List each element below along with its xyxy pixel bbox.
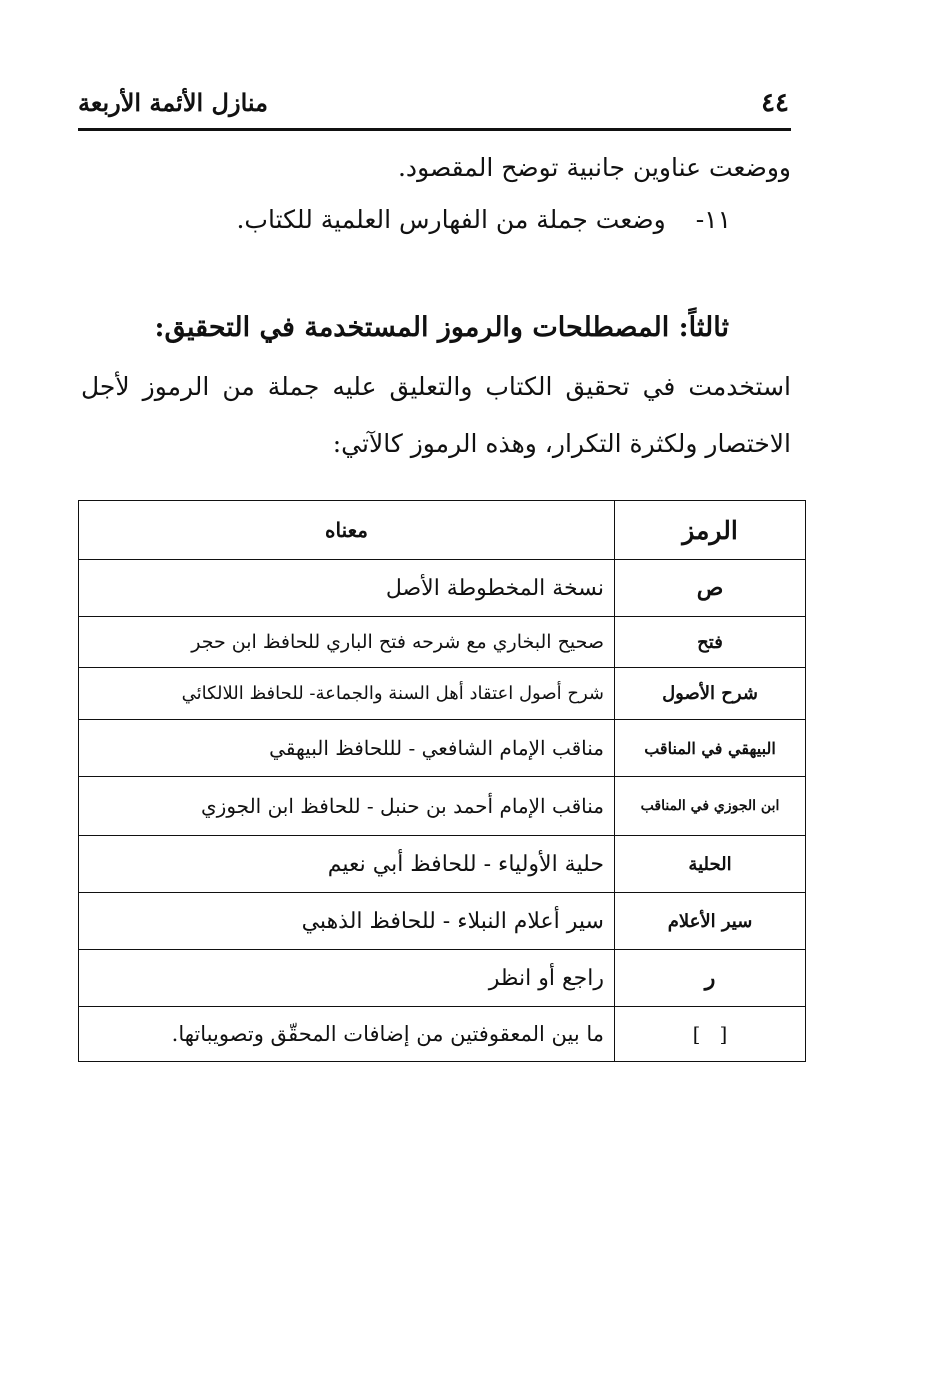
list-item-number: ١١- [695,205,731,234]
list-item-text: وضعت جملة من الفهارس العلمية للكتاب. [236,205,666,234]
table-row [79,777,806,836]
table-row [79,560,806,617]
table-row [79,1007,806,1062]
symbol-cell: ص [615,560,806,617]
meaning-cell: راجع أو انظر [79,950,615,1007]
intro-line-1: استخدمت في تحقيق الكتاب والتعليق عليه جملة من الرموز لأجل [81,372,791,401]
meaning-cell: شرح أصول اعتقاد أهل السنة والجماعة- للحافظ اللالكائي [79,668,615,720]
table-row [79,617,806,668]
list-item-11 [236,200,731,240]
meaning-cell: مناقب الإمام الشافعي - لللحافظ البيهقي [79,720,615,777]
column-header-symbol: الرمز [615,501,806,560]
section-heading: ثالثاً: المصطلحات والرموز المستخدمة في التحقيق: [154,312,729,343]
symbol-cell: فتح [615,617,806,668]
meaning-cell: مناقب الإمام أحمد بن حنبل - للحافظ ابن الجوزي [79,777,615,836]
intro-line-2: الاختصار ولكثرة التكرار، وهذه الرموز كالآتي: [332,429,791,458]
body-line-1: ووضعت عناوين جانبية توضح المقصود. [397,153,791,182]
symbol-cell: [ ] [615,1007,806,1062]
table-row [79,950,806,1007]
symbol-cell: شرح الأصول [615,668,806,720]
table-row [79,836,806,893]
table-row [79,893,806,950]
meaning-cell: صحيح البخاري مع شرحه فتح الباري للحافظ ابن حجر [79,617,615,668]
table-header-row [79,501,806,560]
running-title: منازل الأئمة الأربعة [78,88,268,117]
symbol-cell: ابن الجوزي في المناقب [615,777,806,836]
page-header [78,76,791,128]
page-number: ٤٤ [761,88,789,118]
meaning-cell: ما بين المعقوفتين من إضافات المحقّق وتصويباتها. [79,1007,615,1062]
meaning-cell: نسخة المخطوطة الأصل [79,560,615,617]
symbol-cell: ر [615,950,806,1007]
header-rule [78,128,791,131]
symbol-cell: سير الأعلام [615,893,806,950]
symbol-cell: البيهقي في المناقب [615,720,806,777]
symbols-table [78,500,806,1062]
table-row [79,720,806,777]
column-header-meaning: معناه [79,501,615,560]
meaning-cell: سير أعلام النبلاء - للحافظ الذهبي [79,893,615,950]
symbol-cell: الحلية [615,836,806,893]
meaning-cell: حلية الأولياء - للحافظ أبي نعيم [79,836,615,893]
table-row [79,668,806,720]
